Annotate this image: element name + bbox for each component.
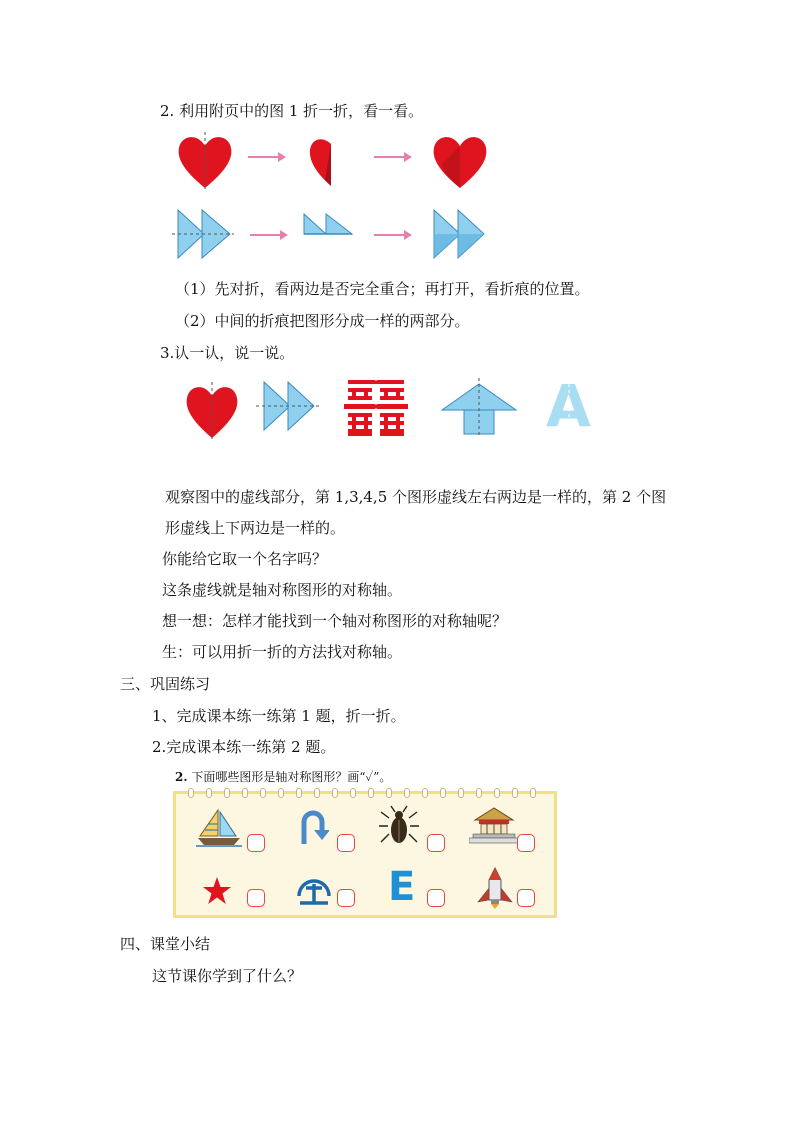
answer-fold: 生：可以用折一折的方法找对称轴。 bbox=[162, 643, 403, 661]
bus-stop-sign-icon bbox=[294, 872, 334, 908]
step3-heading: 3.认一认，说一说。 bbox=[160, 344, 295, 362]
star-icon bbox=[202, 876, 232, 906]
binder-ring bbox=[260, 788, 266, 798]
answer-box-beetle[interactable] bbox=[427, 834, 445, 852]
binder-ring bbox=[350, 788, 356, 798]
pavilion-icon bbox=[469, 806, 519, 846]
observation-line-2: 形虚线上下两边是一样的。 bbox=[165, 519, 346, 537]
heart-creased-icon bbox=[430, 130, 490, 192]
binder-ring bbox=[404, 788, 410, 798]
letter-a-axis bbox=[568, 378, 570, 436]
observation-line-1: 观察图中的虚线部分，第 1,3,4,5 个图形虚线左右两边是一样的，第 2 个图 bbox=[165, 488, 667, 506]
binder-ring bbox=[314, 788, 320, 798]
unfold-arrow bbox=[374, 156, 410, 158]
double-happiness-icon bbox=[344, 378, 408, 438]
binder-ring bbox=[296, 788, 302, 798]
answer-axis: 这条虚线就是轴对称图形的对称轴。 bbox=[162, 581, 403, 599]
answer-box-sailboat[interactable] bbox=[247, 834, 265, 852]
question-name: 你能给它取一个名字吗？ bbox=[162, 550, 328, 568]
step2-heading: 2. 利用附页中的图 1 折一折，看一看。 bbox=[160, 102, 424, 120]
exercise-2: 2.完成课本练一练第 2 题。 bbox=[152, 738, 336, 756]
double-triangle-creased-icon bbox=[430, 206, 488, 262]
fold-note-1: （1）先对折，看两边是否完全重合；再打开，看折痕的位置。 bbox=[175, 280, 590, 298]
letter-e: E bbox=[388, 864, 416, 910]
binder-ring bbox=[278, 788, 284, 798]
unfold-arrow-2 bbox=[374, 234, 410, 236]
binder-ring bbox=[242, 788, 248, 798]
heart-full-icon bbox=[175, 130, 235, 192]
binder-ring bbox=[224, 788, 230, 798]
heart-axis-icon bbox=[183, 380, 241, 442]
answer-box-star[interactable] bbox=[247, 889, 265, 907]
binder-ring bbox=[476, 788, 482, 798]
u-turn-arrow-icon bbox=[297, 806, 329, 846]
heart-half-icon bbox=[305, 132, 335, 190]
summary-question: 这节课你学到了什么？ bbox=[152, 967, 303, 985]
rocket-icon bbox=[472, 866, 518, 910]
exercise-prompt-text: 下面哪些图形是轴对称图形？画“✓”。 bbox=[191, 770, 392, 784]
binder-ring bbox=[458, 788, 464, 798]
binder-ring bbox=[530, 788, 536, 798]
fold-arrow-2 bbox=[250, 234, 286, 236]
binder-ring bbox=[368, 788, 374, 798]
binder-ring bbox=[206, 788, 212, 798]
double-triangle-axis-icon bbox=[256, 378, 322, 436]
binder-ring bbox=[512, 788, 518, 798]
fold-arrow bbox=[248, 156, 284, 158]
binder-ring bbox=[422, 788, 428, 798]
up-arrow-house-icon bbox=[440, 378, 518, 436]
section-3-title: 三、巩固练习 bbox=[120, 675, 211, 693]
exercise-prompt-number: 2. bbox=[175, 770, 188, 784]
exercise-1: 1、完成课本练一练第 1 题，折一折。 bbox=[152, 707, 406, 725]
answer-box-rocket[interactable] bbox=[517, 889, 535, 907]
answer-box-letter-e[interactable] bbox=[427, 889, 445, 907]
folded-triangle-icon bbox=[300, 210, 356, 240]
section-4-title: 四、课堂小结 bbox=[120, 935, 211, 953]
binder-ring bbox=[494, 788, 500, 798]
exercise-prompt bbox=[175, 769, 391, 785]
exercise-panel bbox=[173, 791, 557, 918]
binder-ring bbox=[332, 788, 338, 798]
fold-note-2: （2）中间的折痕把图形分成一样的两部分。 bbox=[175, 312, 470, 330]
answer-box-u-turn[interactable] bbox=[337, 834, 355, 852]
binder-ring bbox=[188, 788, 194, 798]
binder-ring bbox=[440, 788, 446, 798]
beetle-icon bbox=[377, 804, 421, 848]
question-find-axis: 想一想：怎样才能找到一个轴对称图形的对称轴呢？ bbox=[162, 612, 508, 630]
answer-box-bus-stop[interactable] bbox=[337, 889, 355, 907]
sailboat-icon bbox=[196, 808, 242, 848]
answer-box-pavilion[interactable] bbox=[517, 834, 535, 852]
letter-a-figure: A bbox=[546, 372, 591, 440]
double-triangle-icon bbox=[172, 206, 234, 262]
binder-ring bbox=[386, 788, 392, 798]
